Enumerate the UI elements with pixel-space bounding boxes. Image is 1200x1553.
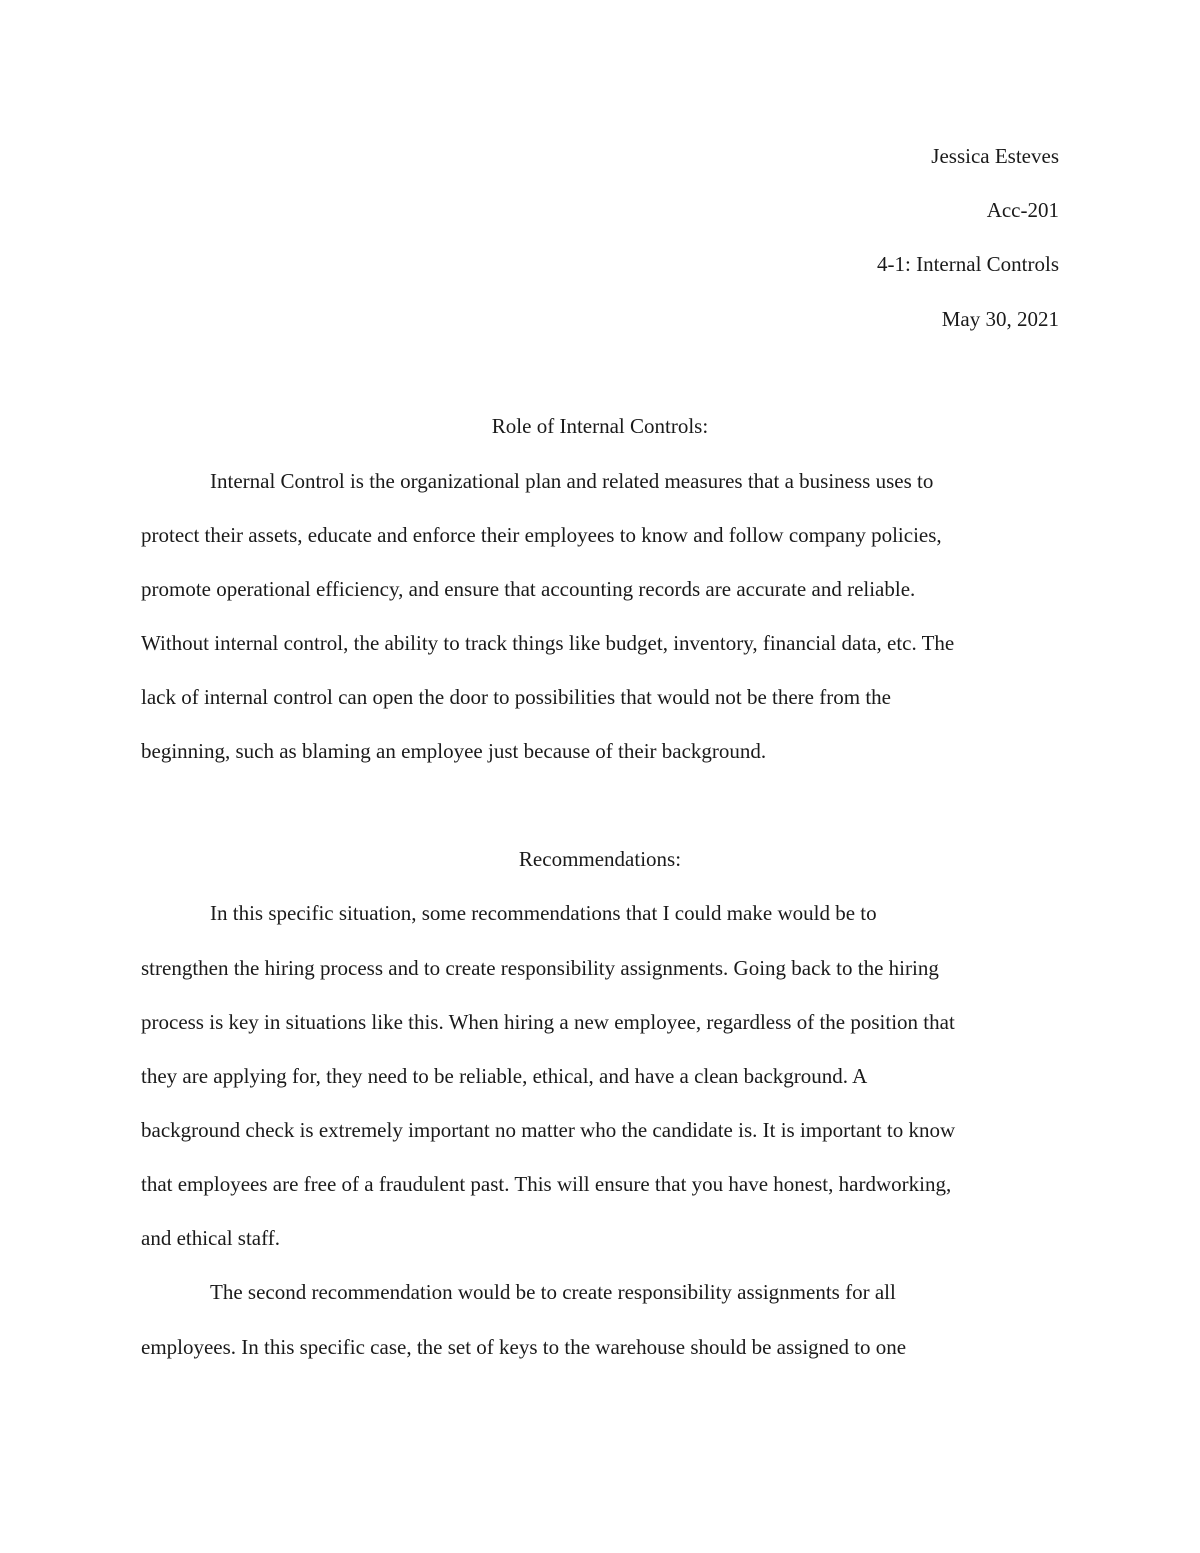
- paragraph-line: background check is extremely important no matter who the candidate is. It is important to know: [141, 1118, 956, 1142]
- submission-date: May 30, 2021: [941, 307, 1059, 331]
- paragraph-line: Internal Control is the organizational plan and related measures that a business uses to: [210, 469, 934, 493]
- paragraph-line: The second recommendation would be to create responsibility assignments for all: [210, 1280, 896, 1304]
- paragraph-line: strengthen the hiring process and to create responsibility assignments. Going back to the hiring: [141, 956, 939, 980]
- paragraph-line: In this specific situation, some recommendations that I could make would be to: [210, 901, 877, 925]
- paragraph-line: Without internal control, the ability to track things like budget, inventory, financial data, etc. The: [141, 631, 955, 655]
- paragraph-line: protect their assets, educate and enforce their employees to know and follow company policies,: [141, 523, 942, 547]
- paragraph-line: employees. In this specific case, the set of keys to the warehouse should be assigned to one: [141, 1335, 907, 1359]
- paragraph-line: beginning, such as blaming an employee just because of their background.: [141, 739, 767, 763]
- author-name: Jessica Esteves: [931, 144, 1059, 168]
- assignment-title: 4-1: Internal Controls: [877, 252, 1059, 276]
- paragraph-line: they are applying for, they need to be reliable, ethical, and have a clean background. A: [141, 1064, 868, 1088]
- paragraph-line: and ethical staff.: [141, 1226, 280, 1250]
- paragraph-line: promote operational efficiency, and ensure that accounting records are accurate and reliable.: [141, 577, 916, 601]
- paragraph-line: lack of internal control can open the door to possibilities that would not be there from the: [141, 685, 891, 709]
- paragraph-line: process is key in situations like this. When hiring a new employee, regardless of the position that: [141, 1010, 955, 1034]
- course-code: Acc-201: [986, 198, 1059, 222]
- section-heading-recommendations: Recommendations:: [518, 847, 682, 871]
- paragraph-line: that employees are free of a fraudulent past. This will ensure that you have honest, hardworking,: [141, 1172, 952, 1196]
- section-heading-role: Role of Internal Controls:: [491, 414, 709, 438]
